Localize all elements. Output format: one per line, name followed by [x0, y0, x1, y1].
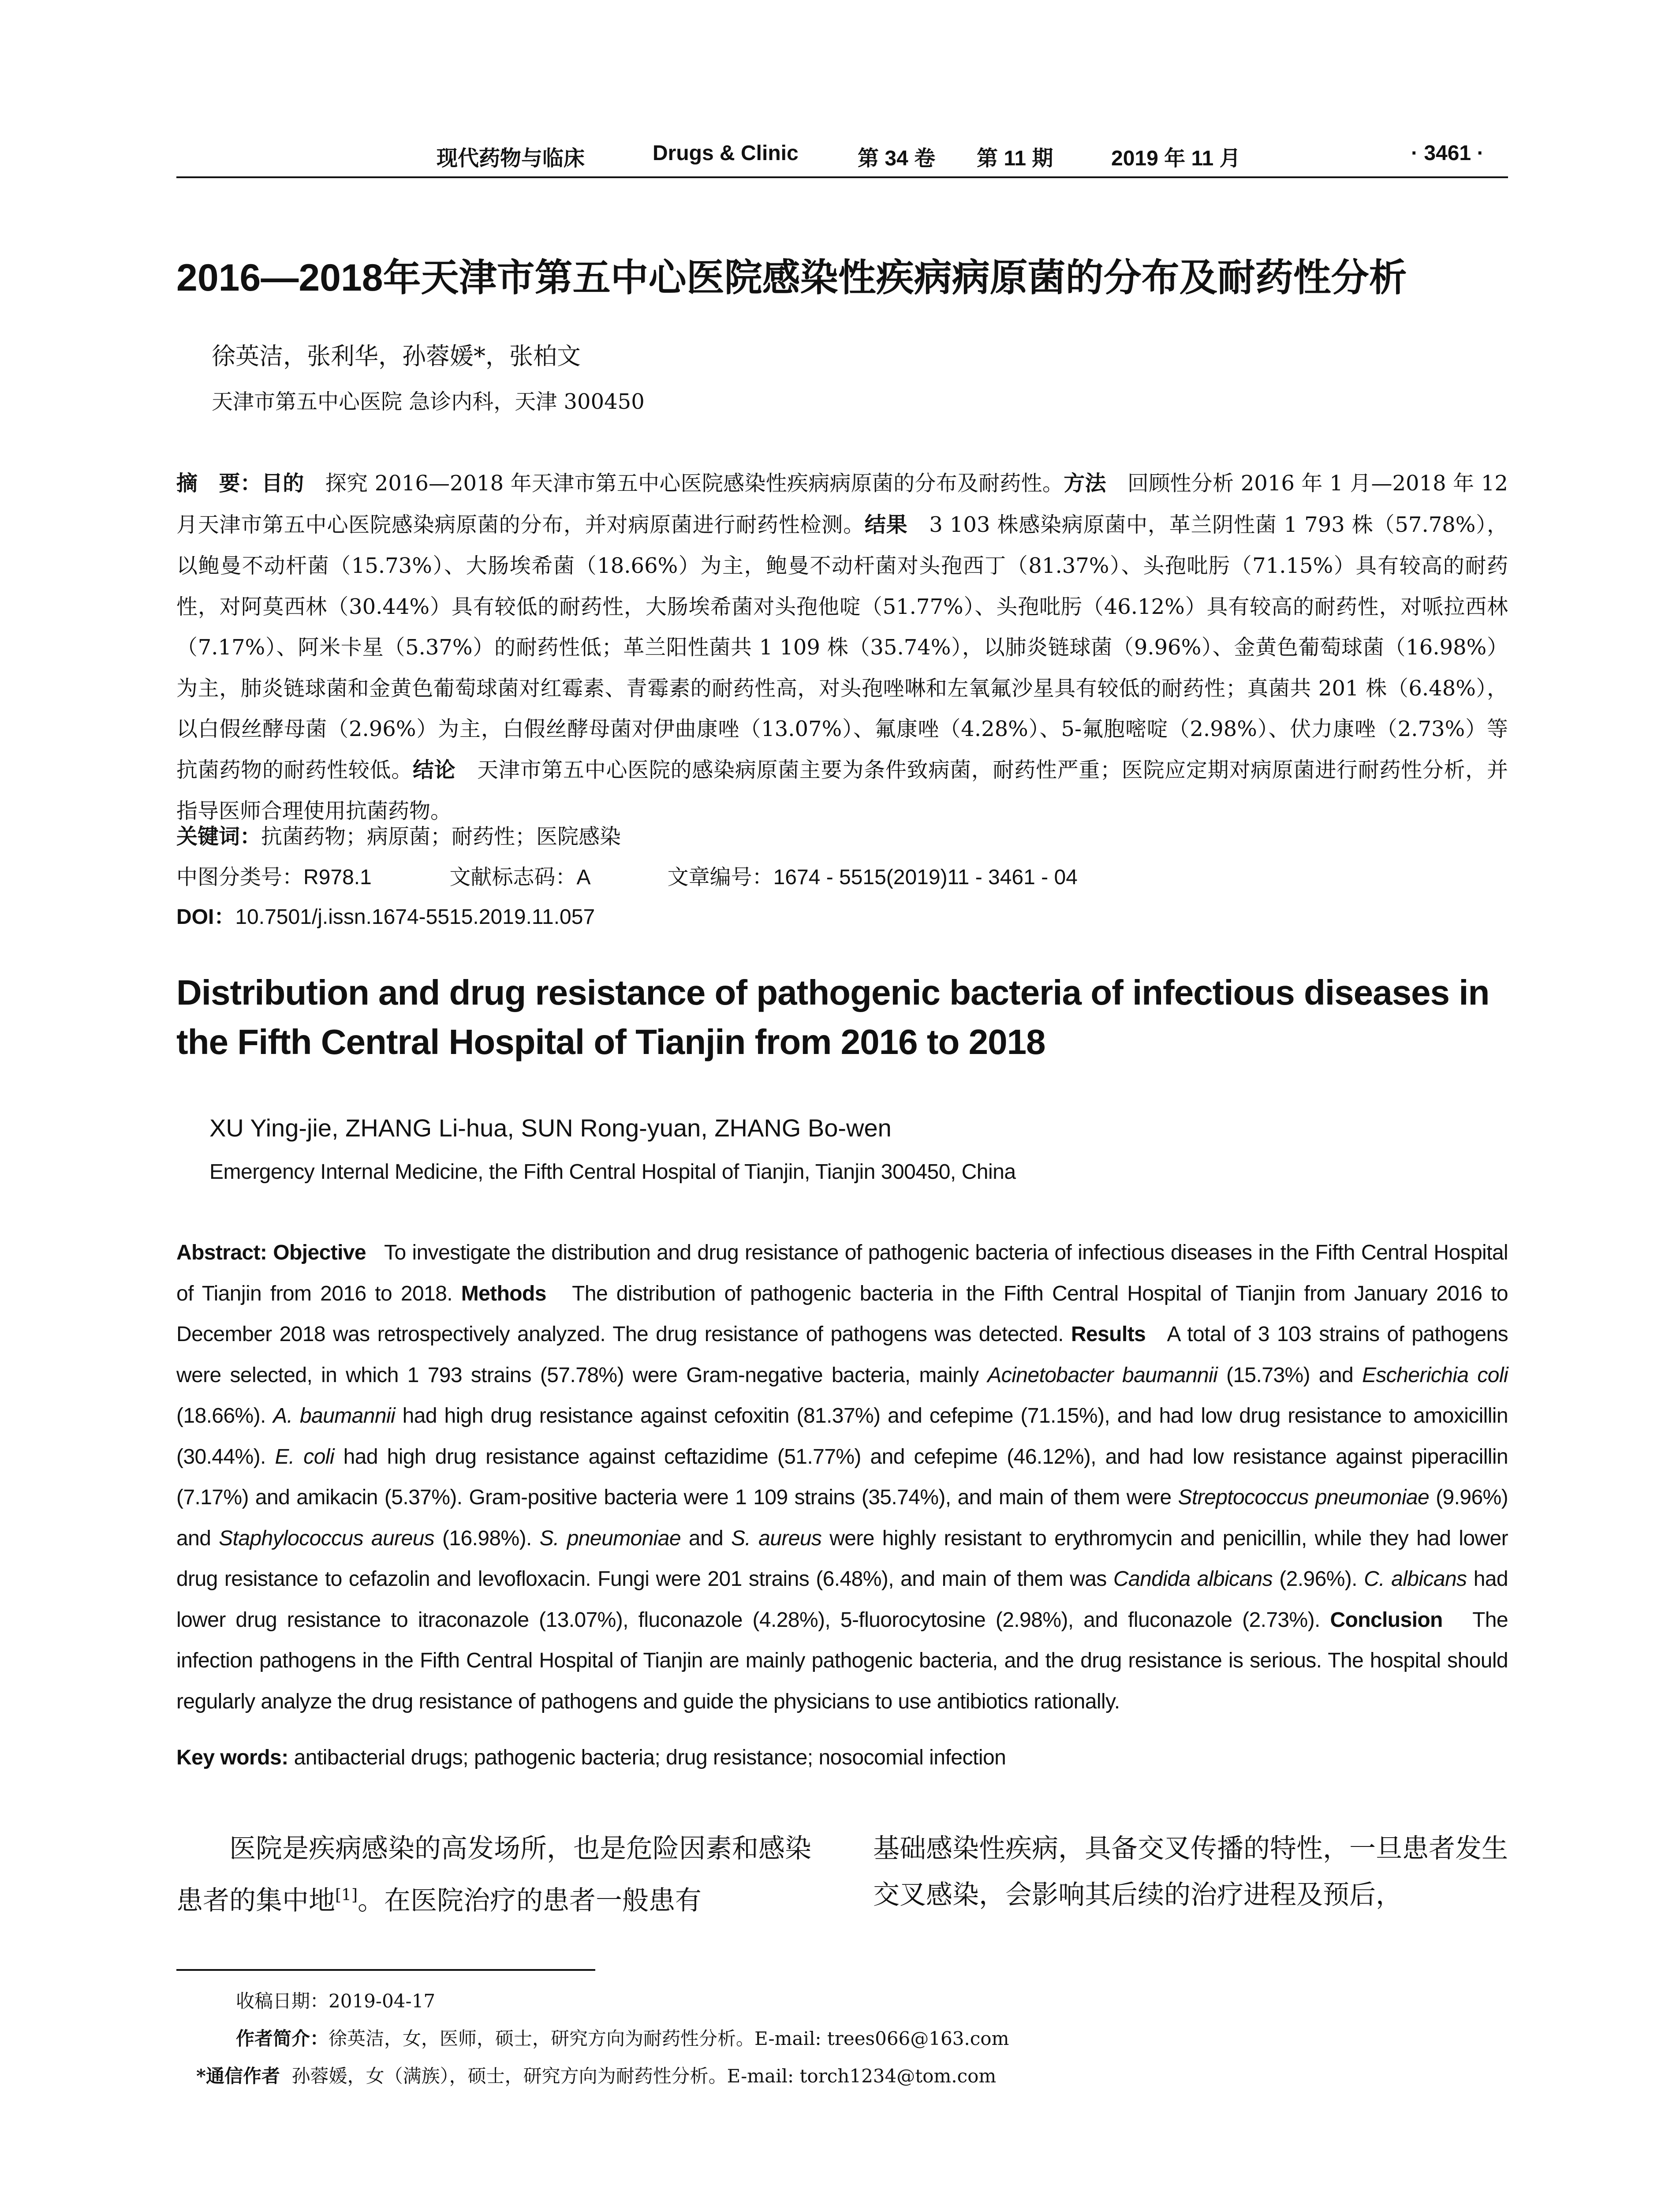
- issue-date: 2019 年 11 月: [1111, 147, 1241, 170]
- keywords-cn: [176, 819, 621, 850]
- conclusion-text-en: The infection pathogens in the Fifth Central Hospital of Tianjin are mainly pathogenic bacteria, and the drug resistance is serious. The hospital should regularly analyze the drug resistance of pathogens and guide the physicians to use antibiotics rationally.: [176, 1608, 1508, 1713]
- results-text-en: (18.66%).: [176, 1404, 266, 1428]
- results-text-cn: 3 103 株感染病原菌中，革兰阴性菌 1 793 株（57.78%），以鲍曼不动杆菌（15.73%）、大肠埃希菌（18.66%）为主，鲍曼不动杆菌对头孢西丁（81.37%）、头孢吡肟（71.15%）具有较高的耐药性，对阿莫西林（30.44%）具有较低的耐药性，大肠埃希菌对头孢他啶（51.77%）、头孢吡肟（46.12%）具有较高的耐药性，对哌拉西林（7.17%）、阿米卡星（5.37%）的耐药性低；革兰阳性菌共 1 109 株（35.74%），以肺炎链球菌（9.96%）、金黄色葡萄球菌（16.98%）为主，肺炎链球菌和金黄色葡萄球菌对红霉素、青霉素的耐药性高，对头孢唑啉和左氧氟沙星具有较低的耐药性；真菌共 201 株（6.48%），以白假丝酵母菌（2.96%）为主，白假丝酵母菌对伊曲康唑（13.07%）、氟康唑（4.28%）、5-氟胞嘧啶（2.98%）、伏力康唑（2.73%）等抗菌药物的耐药性较低。: [176, 512, 1508, 782]
- article-number-value: 1674 - 5515(2019)11 - 3461 - 04: [773, 866, 1078, 889]
- header-rule: [176, 176, 1508, 178]
- volume-label: 第 34 卷: [858, 147, 936, 170]
- objective-label-cn: 目的: [261, 472, 304, 495]
- keywords-label-en: Key words:: [176, 1746, 288, 1769]
- species-name: A. baumannii: [273, 1404, 396, 1428]
- page-number: · 3461 ·: [1411, 142, 1484, 165]
- species-name: S. pneumoniae: [539, 1526, 681, 1550]
- footnote-rule: [176, 1969, 595, 1971]
- footnote-corr-label: *通信作者: [196, 2065, 280, 2087]
- footnote-corr-text: 孙蓉媛，女（满族），硕士，研究方向为耐药性分析。E-mail: torch1234@tom.com: [291, 2065, 997, 2087]
- abstract-label-en: Abstract:: [176, 1241, 267, 1264]
- species-name: E. coli: [275, 1445, 334, 1469]
- species-name: Candida albicans: [1113, 1567, 1273, 1591]
- results-text-en: (2.96%).: [1279, 1567, 1357, 1591]
- species-name: Staphylococcus aureus: [219, 1526, 435, 1550]
- objective-text-en: To investigate the distribution and drug resistance of pathogenic bacteria of infectious diseases in the Fifth Central Hospital of Tianjin from 2016 to 2018.: [176, 1241, 1508, 1305]
- results-text-en: A total of 3 103 strains of pathogens were selected, in which 1 793 strains (57.78%) were Gram-negative bacteria, mainly: [176, 1323, 1508, 1387]
- methods-text-en: The distribution of pathogenic bacteria in the Fifth Central Hospital of Tianjin from January 2016 to December 2018 was retrospectively analyzed. The drug resistance of pathogens was detected.: [176, 1282, 1508, 1346]
- objective-label-en: Objective: [273, 1241, 366, 1264]
- footnote-author-label: 作者简介：: [236, 2028, 329, 2049]
- results-text-en: and: [688, 1526, 724, 1550]
- doc-code-value: A: [576, 866, 590, 889]
- issue-label: 第 11 期: [977, 147, 1053, 170]
- body-paragraph: 。在医院治疗的患者一般患有: [358, 1885, 702, 1916]
- footnote-author: [236, 2024, 1009, 2051]
- article-title-cn: 2016—2018年天津市第五中心医院感染性疾病病原菌的分布及耐药性分析: [176, 257, 1407, 299]
- footnote-corresponding: [196, 2062, 996, 2088]
- doi-line: [176, 900, 595, 930]
- article-number-label: 文章编号：: [667, 866, 773, 889]
- doi-value[interactable]: 10.7501/j.issn.1674-5515.2019.11.057: [235, 905, 595, 929]
- abstract-cn: [176, 463, 1508, 832]
- article-title-en: Distribution and drug resistance of pathogenic bacteria of infectious diseases in the Fifth Central Hospital of Tianjin from 2016 to 2018: [176, 973, 1490, 1061]
- doc-code-label: 文献标志码：: [449, 866, 577, 889]
- journal-name-en: Drugs & Clinic: [653, 142, 799, 165]
- citation-ref[interactable]: [1]: [335, 1886, 358, 1904]
- results-text-en: (16.98%).: [442, 1526, 532, 1550]
- body-column-left: [176, 1826, 811, 1924]
- clc-value: R978.1: [303, 866, 372, 889]
- body-paragraph: 基础感染性疾病，具备交叉传播的特性，一旦患者发生交叉感染，会影响其后续的治疗进程及预后，: [873, 1833, 1508, 1910]
- abstract-label-cn: 摘 要：: [176, 472, 262, 495]
- authors-cn: 徐英洁，张利华，孙蓉媛*，张柏文: [212, 342, 581, 370]
- species-name: S. aureus: [731, 1526, 822, 1550]
- results-text-en: had lower drug resistance to itraconazole (13.07%), fluconazole (4.28%), 5-fluorocytosine (2.98%), and fluconazole (2.73%).: [176, 1567, 1508, 1632]
- conclusion-text-cn: 天津市第五中心医院的感染病原菌主要为条件致病菌，耐药性严重；医院应定期对病原菌进行耐药性分析，并指导医师合理使用抗菌药物。: [176, 757, 1508, 823]
- results-text-en: were highly resistant to erythromycin and penicillin, while they had lower drug resistance to cefazolin and levofloxacin. Fungi were 201 strains (6.48%), and main of them was: [176, 1526, 1508, 1591]
- methods-text-cn: 回顾性分析 2016 年 1 月—2018 年 12 月天津市第五中心医院感染病原菌的分布，并对病原菌进行耐药性检测。: [176, 471, 1508, 537]
- footnote-author-text: 徐英洁，女，医师，硕士，研究方向为耐药性分析。E-mail: trees066@163.com: [329, 2028, 1009, 2049]
- body-paragraph: 医院是疾病感染的高发场所，也是危险因素和感染患者的集中地: [176, 1833, 811, 1916]
- results-text-en: (9.96%) and: [176, 1486, 1508, 1550]
- affiliation-en: Emergency Internal Medicine, the Fifth Central Hospital of Tianjin, Tianjin 300450, China: [209, 1160, 1016, 1184]
- running-header: [176, 141, 1508, 176]
- species-name: Acinetobacter baumannii: [987, 1363, 1218, 1387]
- classification-line: [176, 860, 1078, 890]
- results-label-cn: 结果: [864, 513, 908, 537]
- doi-label: DOI：: [176, 905, 235, 929]
- results-text-en: had high drug resistance against ceftazidime (51.77%) and cefepime (46.12%), and had low resistance against piperacillin (7.17%) and amikacin (5.37%). Gram-positive bacteria were 1 109 strains (35.74%), and main of them were: [176, 1445, 1508, 1509]
- keywords-text-en: antibacterial drugs; pathogenic bacteria; drug resistance; nosocomial infection: [294, 1746, 1006, 1769]
- results-label-en: Results: [1071, 1323, 1146, 1346]
- keywords-text-cn: 抗菌药物；病原菌；耐药性；医院感染: [261, 824, 621, 849]
- keywords-en: [176, 1745, 1006, 1770]
- clc-label: 中图分类号：: [176, 866, 304, 889]
- abstract-en: [176, 1233, 1508, 1722]
- species-name: Escherichia coli: [1362, 1363, 1508, 1387]
- objective-text-cn: 探究 2016—2018 年天津市第五中心医院感染性疾病病原菌的分布及耐药性。: [325, 471, 1064, 496]
- results-text-en: had high drug resistance against cefoxitin (81.37%) and cefepime (71.15%), and had low drug resistance to amoxicillin (30.44%).: [176, 1404, 1508, 1469]
- conclusion-label-en: Conclusion: [1330, 1608, 1443, 1632]
- affiliation-cn: 天津市第五中心医院 急诊内科，天津 300450: [212, 389, 645, 414]
- results-text-en: (15.73%) and: [1226, 1363, 1354, 1387]
- footnote-received: 收稿日期：2019-04-17: [236, 1990, 436, 2012]
- authors-en: XU Ying-jie, ZHANG Li-hua, SUN Rong-yuan, ZHANG Bo-wen: [209, 1114, 892, 1142]
- journal-name-cn: 现代药物与临床: [437, 146, 585, 171]
- methods-label-cn: 方法: [1064, 472, 1106, 495]
- keywords-label-cn: 关键词：: [176, 825, 261, 848]
- methods-label-en: Methods: [461, 1282, 546, 1305]
- species-name: Streptococcus pneumoniae: [1178, 1486, 1430, 1509]
- conclusion-label-cn: 结论: [412, 758, 456, 782]
- species-name: C. albicans: [1364, 1567, 1467, 1591]
- body-column-right: [873, 1826, 1508, 1918]
